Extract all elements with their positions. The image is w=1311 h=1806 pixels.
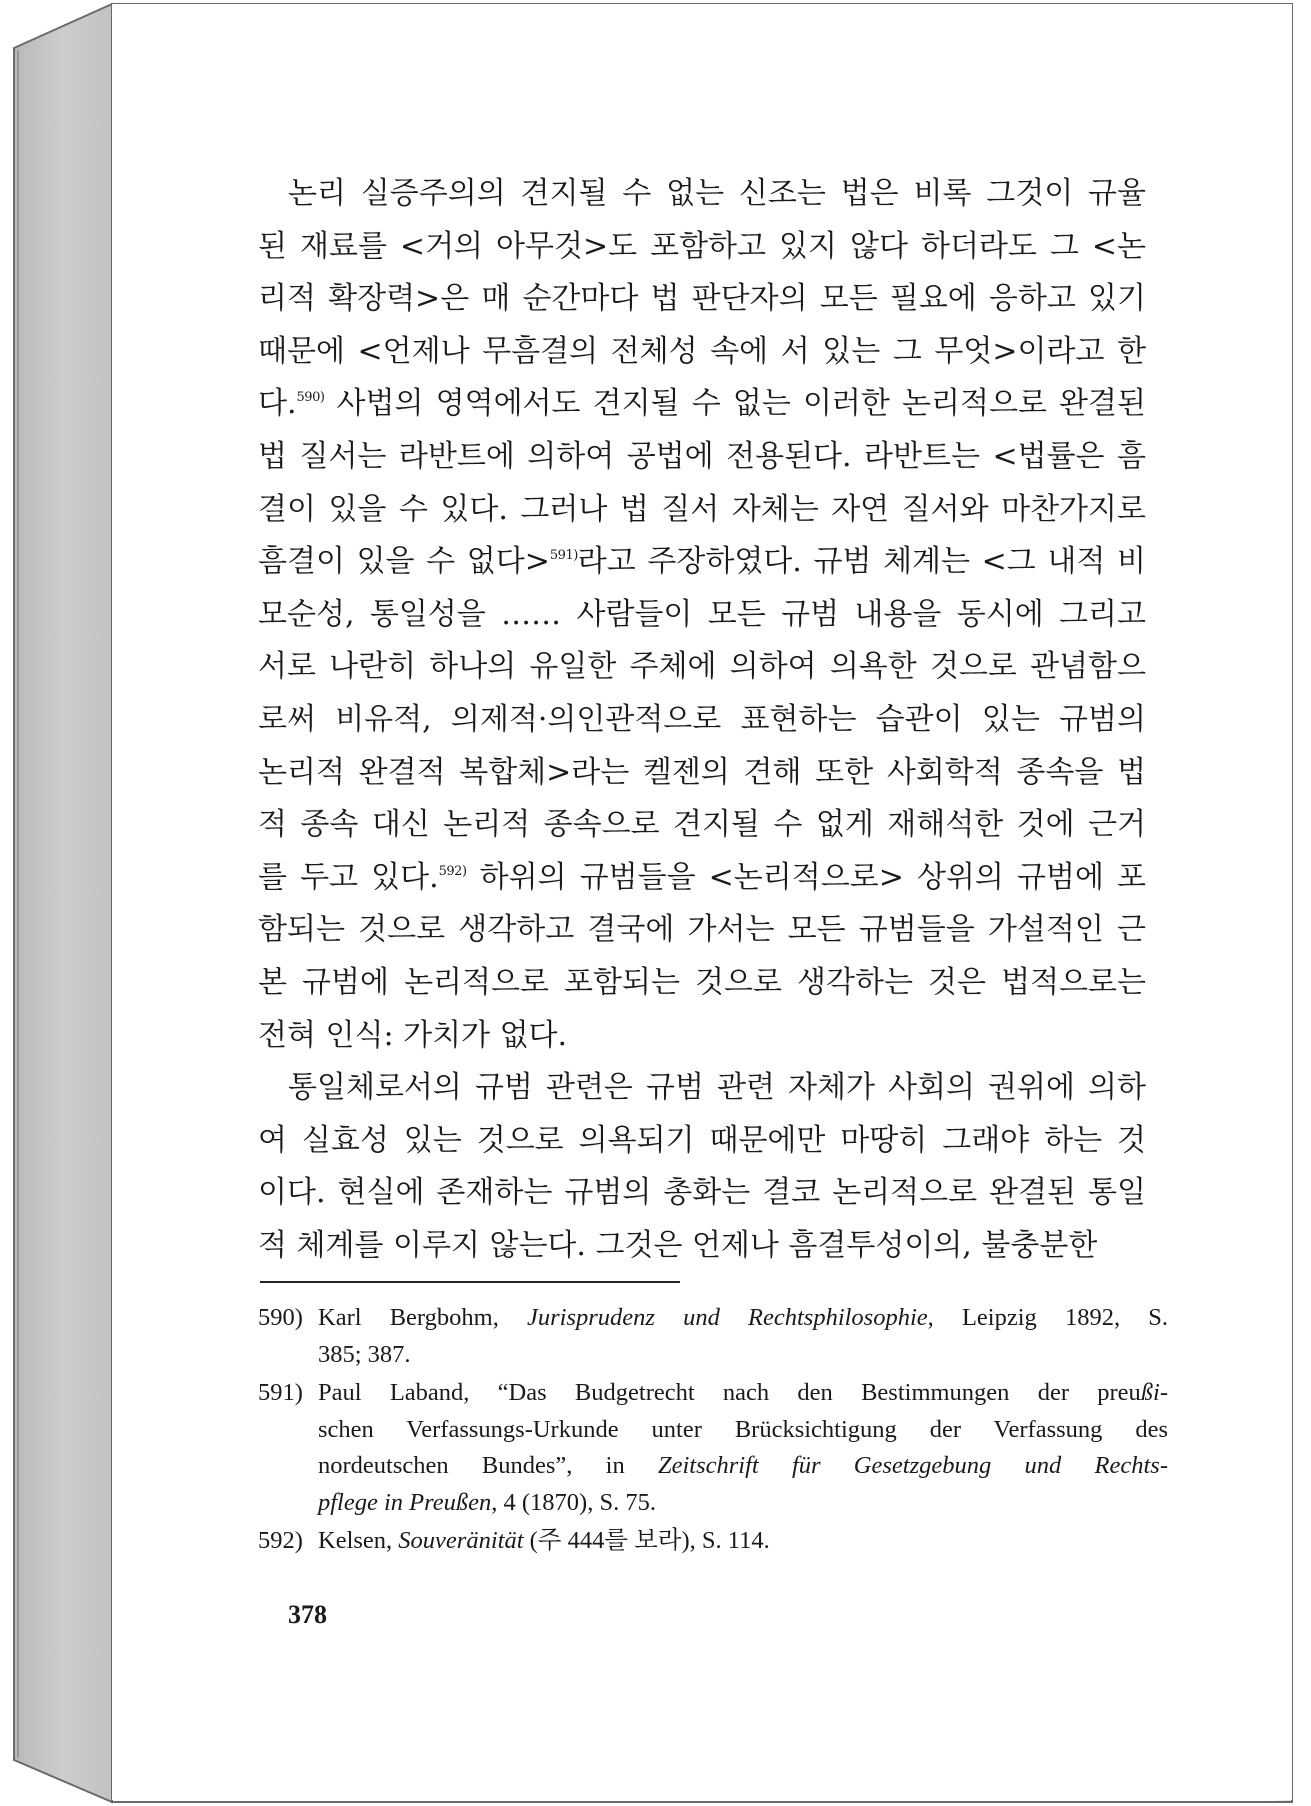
text-line: 이다. 현실에 존재하는 규범의 총화는 결코 논리적으로 완결된 통일 (258, 1175, 1146, 1211)
text-line: 논리적 완결적 복합체>라는 켈젠의 견해 또한 사회학적 종속을 법 (258, 754, 1146, 790)
body-text (258, 168, 1146, 1272)
text-line: 전혀 인식: 가치가 없다. (258, 1017, 568, 1053)
text-line: 된 재료를 <거의 아무것>도 포함하고 있지 않다 하더라도 그 <논 (258, 228, 1146, 264)
citation-title: Jurisprudenz und Rechtsphilosophie (526, 1304, 928, 1331)
footnote-line: schen Verfassungs-Urkunde unter Brücksichtigung der Verfassung des (318, 1415, 1168, 1443)
footnote-line: Kelsen, Souveränität (주 444를 보라), S. 114. (318, 1527, 770, 1554)
footnote-text (318, 1375, 1168, 1521)
text-line: 다.$^{590)}$ 사법의 영역에서도 견지될 수 없는 이러한 논리적으로 완결된 (258, 386, 1146, 422)
footnote-text (318, 1523, 1168, 1560)
citation-title: pflege in Preußen (318, 1488, 492, 1516)
text-line: 모순성, 통일성을 …… 사람들이 모든 규범 내용을 동시에 그리고 (258, 596, 1146, 632)
footnote-line: pflege in Preußen, 4 (1870), S. 75. (318, 1488, 656, 1516)
text-line: 함되는 것으로 생각하고 결국에 가서는 모든 규범들을 가설적인 근 (258, 912, 1146, 948)
text-line: 로써 비유적, 의제적·의인관적으로 표현하는 습관이 있는 규범의 (258, 701, 1146, 737)
footnote-separator (260, 1281, 680, 1283)
footnote-text (318, 1300, 1168, 1373)
footnote-line: Paul Laband, “Das Budgetrecht nach den Bestimmungen der preußi- (318, 1379, 1168, 1406)
citation-title: ßi- (1140, 1379, 1168, 1406)
footnote-number: 591) (258, 1379, 303, 1406)
page-number: 378 (288, 1600, 327, 1629)
text-line: 적 종속 대신 논리적 종속으로 견지될 수 없게 재해석한 것에 근거 (258, 807, 1146, 843)
footnote-reference: 590) (296, 390, 325, 406)
paragraph (258, 168, 1146, 1062)
citation-title: Zeitschrift für Gesetzgebung und Rechts- (657, 1452, 1168, 1479)
text-line: 통일체로서의 규범 관련은 규범 관련 자체가 사회의 권위에 의하 (288, 1070, 1146, 1106)
book-page (112, 4, 1292, 1800)
footnote-number: 590) (258, 1304, 303, 1331)
footnote-line: Karl Bergbohm, Jurisprudenz und Rechtsphilosophie, Leipzig 1892, S. (318, 1304, 1168, 1331)
text-line: 흠결이 있을 수 없다>$^{591)}$라고 주장하였다. 규범 체계는 <그 내적 비 (258, 544, 1146, 580)
footnote-line: nordeutschen Bundes”, in Zeitschrift für Gesetzgebung und Rechts- (318, 1452, 1168, 1479)
footnote-number: 592) (258, 1527, 303, 1554)
footnote-reference: 592) (438, 863, 467, 879)
text-line: 리적 확장력>은 매 순간마다 법 판단자의 모든 필요에 응하고 있기 (258, 281, 1146, 317)
text-line: 를 두고 있다.$^{592)}$ 하위의 규범들을 <논리적으로> 상위의 규범에 포 (258, 859, 1146, 895)
footnote (258, 1375, 1168, 1521)
footnote (258, 1523, 1168, 1560)
text-line: 여 실효성 있는 것으로 의욕되기 때문에만 마땅히 그래야 하는 것 (258, 1122, 1146, 1158)
footnotes (258, 1300, 1168, 1562)
text-line: 때문에 <언제나 무흠결의 전체성 속에 서 있는 그 무엇>이라고 한 (258, 333, 1146, 369)
footnote-line: 385; 387. (318, 1340, 411, 1368)
text-line: 논리 실증주의의 견지될 수 없는 신조는 법은 비록 그것이 규율 (288, 176, 1146, 211)
footnote-reference: 591) (549, 548, 578, 564)
footnote (258, 1300, 1168, 1373)
paragraph (258, 1062, 1146, 1272)
text-line: 적 체계를 이루지 않는다. 그것은 언제나 흠결투성이의, 불충분한 (258, 1227, 1098, 1263)
text-line: 본 규범에 논리적으로 포함되는 것으로 생각하는 것은 법적으로는 (258, 964, 1146, 1000)
text-line: 결이 있을 수 있다. 그러나 법 질서 자체는 자연 질서와 마찬가지로 (258, 491, 1146, 527)
text-line: 법 질서는 라반트에 의하여 공법에 전용된다. 라반트는 <법률은 흠 (258, 438, 1146, 474)
book-spine (14, 4, 112, 1802)
citation-title: Souveränität (398, 1527, 524, 1554)
text-line: 서로 나란히 하나의 유일한 주체에 의하여 의욕한 것으로 관념함으 (258, 649, 1146, 685)
